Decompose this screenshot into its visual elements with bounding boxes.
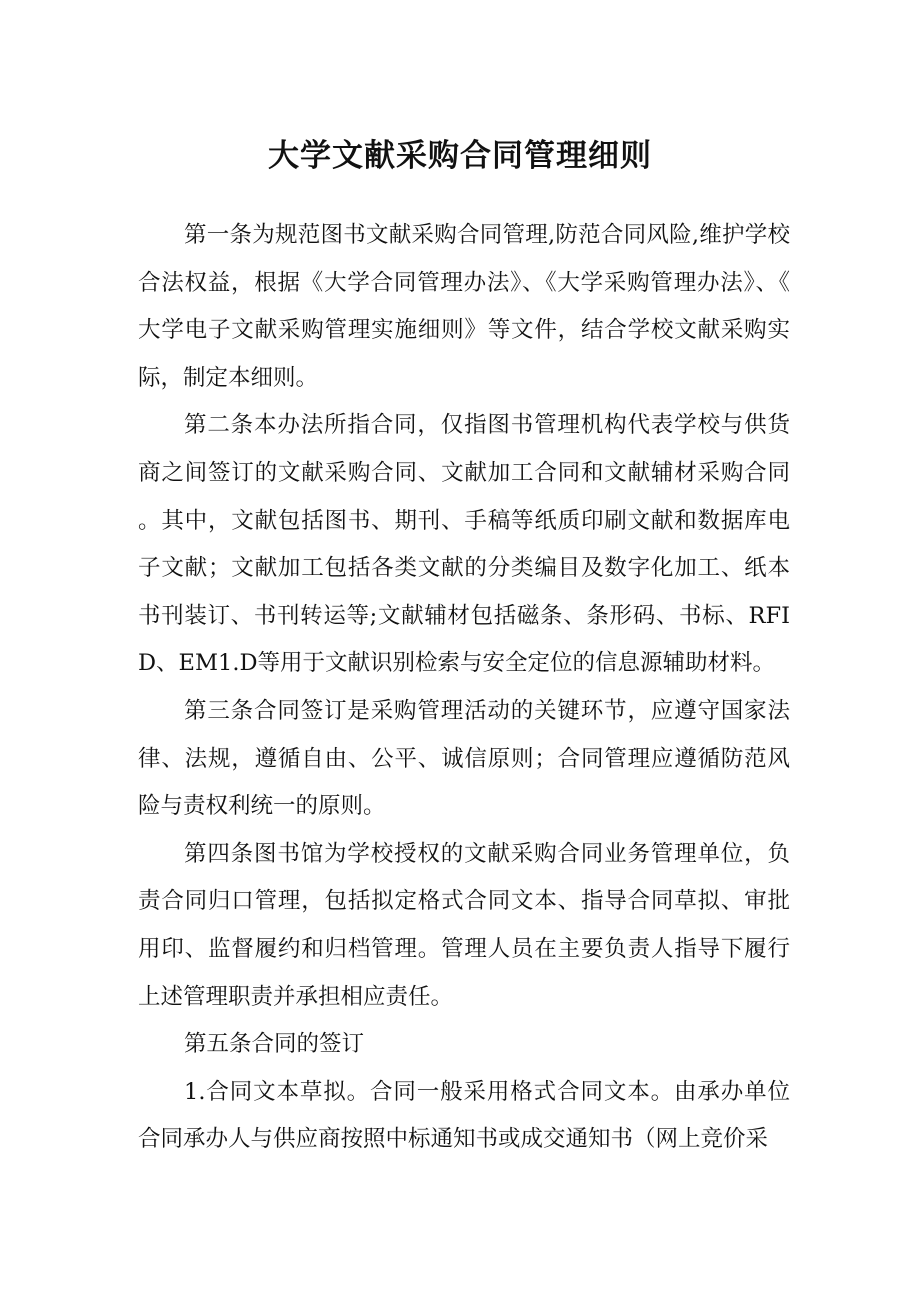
article-4-paragraph: 第四条图书馆为学校授权的文献采购合同业务管理单位，负责合同归口管理，包括拟定格式合同文本、指导合同草拟、审批用印、监督履约和归档管理。管理人员在主要负责人指导下履行上述管理职责并承担相应责任。: [138, 840, 790, 1010]
document-body: [138, 212, 790, 1164]
article-5-item-1-paragraph: 1.合同文本草拟。合同一般采用格式合同文本。由承办单位合同承办人与供应商按照中标通知书或成交通知书（网上竞价采: [138, 1078, 790, 1153]
document-title: 大学文献采购合同管理细则: [268, 138, 652, 174]
article-5-heading: 第五条合同的签订: [184, 1031, 365, 1058]
article-3-paragraph: 第三条合同签订是采购管理活动的关键环节，应遵守国家法律、法规，遵循自由、公平、诚信原则；合同管理应遵循防范风险与责权利统一的原则。: [138, 697, 790, 820]
article-1-paragraph: 第一条为规范图书文献采购合同管理,防范合同风险,维护学校合法权益，根据《大学合同管理办法》、《大学采购管理办法》、《大学电子文献采购管理实施细则》等文件，结合学校文献采购实际，制定本细则。: [138, 222, 790, 391]
article-2-paragraph: 第二条本办法所指合同，仅指图书管理机构代表学校与供货商之间签订的文献采购合同、文献加工合同和文献辅材采购合同。其中，文献包括图书、期刊、手稿等纸质印刷文献和数据库电子文献；文献加工包括各类文献的分类编目及数字化加工、纸本书刊装订、书刊转运等;文献辅材包括磁条、条形码、书标、RFID、EM1.D等用于文献识别检索与安全定位的信息源辅助材料。: [138, 412, 790, 677]
